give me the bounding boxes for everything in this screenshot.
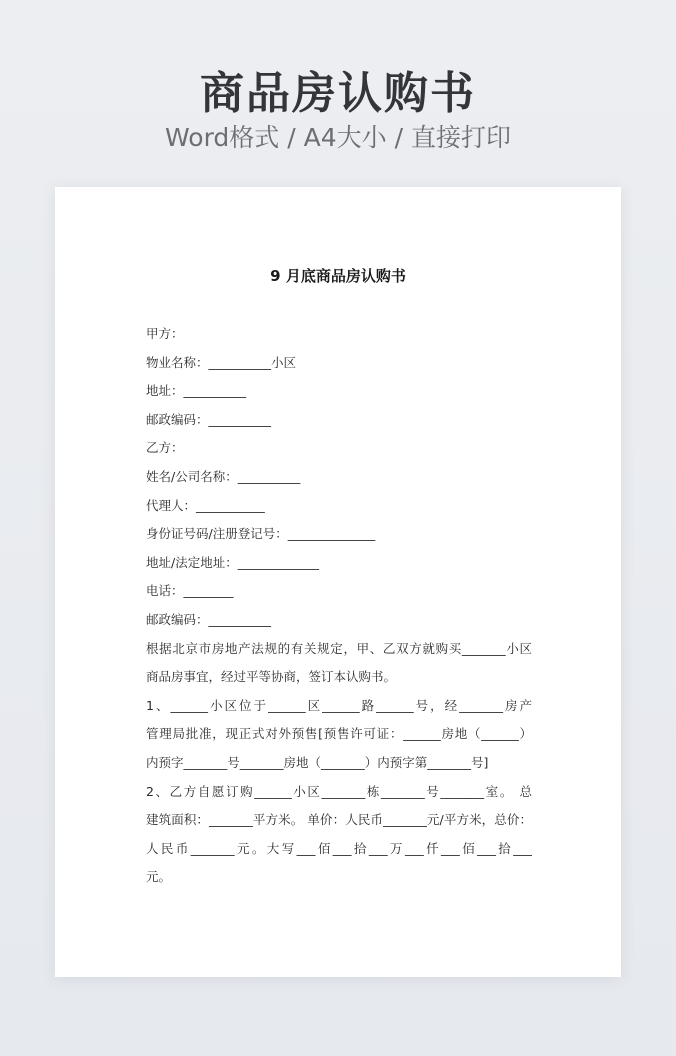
clause-2-line: 元。 bbox=[146, 869, 172, 885]
agent-line: 代理人：___________ bbox=[146, 497, 265, 513]
phone-line: 电话：________ bbox=[146, 583, 234, 599]
party-b-label: 乙方： bbox=[146, 440, 184, 456]
party-a-address-line: 地址：__________ bbox=[146, 383, 247, 399]
clause-1-line: 1、______小区位于______区______路______号，经_______房产 bbox=[146, 697, 532, 713]
clause-2-line: 建筑面积：_______平方米。 单价：人民币_______元/平方米，总价： bbox=[146, 812, 532, 828]
clause-1-line: 内预字_______号_______房地（_______）内预字第_______号] bbox=[146, 754, 489, 770]
party-b-address-line: 地址/法定地址：_____________ bbox=[146, 554, 319, 570]
clause-1-line: 管理局批准，现正式对外预售[预售许可证：______房地（______） bbox=[146, 726, 532, 742]
id-number-line: 身份证号码/注册登记号：______________ bbox=[146, 526, 376, 542]
clause-2-line: 人民币_______元。大写___佰___拾___万___仟___佰___拾___ bbox=[146, 840, 532, 856]
document-page bbox=[55, 187, 621, 977]
paragraph-line: 商品房事宜，经过平等协商，签订本认购书。 bbox=[146, 669, 397, 685]
property-name-line: 物业名称：__________小区 bbox=[146, 354, 297, 370]
paragraph-line: 根据北京市房地产法规的有关规定，甲、乙双方就购买_______小区 bbox=[146, 640, 532, 656]
clause-2-line: 2、乙方自愿订购______小区_______栋_______号_______室。 总 bbox=[146, 783, 532, 799]
party-a-label: 甲方： bbox=[146, 326, 184, 341]
party-b-postcode-line: 邮政编码：__________ bbox=[146, 611, 272, 627]
document-body bbox=[146, 320, 532, 892]
page-title: 商品房认购书 bbox=[200, 68, 476, 119]
party-b-name-line: 姓名/公司名称：__________ bbox=[146, 468, 301, 484]
page-subtitle: Word格式 / A4大小 / 直接打印 bbox=[165, 123, 511, 152]
party-a-postcode-line: 邮政编码：__________ bbox=[146, 411, 272, 427]
document-title: 9 月底商品房认购书 bbox=[270, 267, 406, 285]
